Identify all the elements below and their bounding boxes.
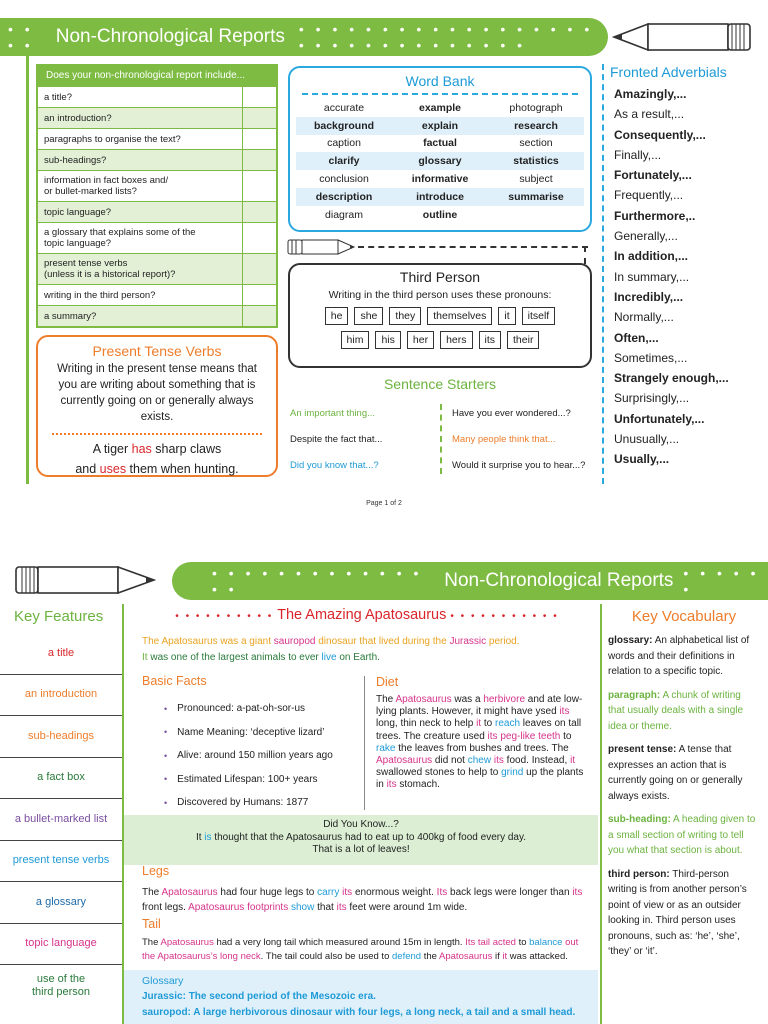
intro-text: Jurassic — [449, 636, 487, 647]
word-bank-word: conclusion — [319, 173, 369, 186]
checklist-box[interactable] — [242, 306, 276, 326]
example-text: them when hunting. — [126, 462, 239, 476]
adverbial: Unusually,... — [614, 432, 680, 447]
starters-divider — [440, 404, 442, 474]
fronted-title: Fronted Adverbials — [610, 64, 727, 80]
fact-item: • Pronounced: a-pat-oh-sor-us — [164, 697, 333, 721]
pronoun-box: it — [498, 307, 515, 325]
vocab-def: A heading given to a small section of writing to tell you what that section is about. — [608, 814, 756, 856]
key-vocab-title: Key Vocabulary — [631, 608, 737, 625]
page1-left-rule — [26, 56, 29, 484]
word-bank-word: diagram — [325, 208, 363, 221]
pronoun-box: her — [407, 331, 434, 349]
example-text: and — [75, 462, 100, 476]
third-person-title: Third Person — [399, 269, 481, 285]
page2-banner — [172, 562, 768, 600]
legs-text: The Apatosaurus had four huge legs to carry its enormous weight. Its back legs were longer than its front legs. Apatosaurus footprints show that its feet were around 1m wide. — [142, 887, 583, 913]
dyk-text: thought that the Apatosaurus had to eat up to 400kg of food every day. — [211, 831, 527, 843]
page1-title: Non-Chronological Reports — [55, 26, 285, 47]
present-tense-title: Present Tense Verbs — [92, 343, 222, 359]
banner-dots: • • • • • • — [683, 565, 760, 597]
present-tense-body: Writing in the present tense means that you are writing about something that is currently going on or generally always exists. — [57, 363, 257, 423]
vocab-term: sub-heading: — [608, 814, 671, 825]
intro-text: live — [321, 652, 337, 663]
checklist-item: writing in the third person? — [44, 289, 156, 301]
title-dots: • • • • • • • • • • — [175, 611, 274, 622]
diet-text: The Apatosaurus was a herbivore and ate low-lying plants. However, it might have ysed its long, thin neck to help it to reach leaves on tall trees. The creature used its peg-like teeth to rake the leaves from bushes and trees. The Apatosaurus did not chew its food. Instead, it swallowed stones to help to grind up the plants in its stomach. — [376, 694, 584, 791]
glossary-def: The second period of the Mesozoic era. — [185, 991, 376, 1002]
checklist-item: a summary? — [44, 310, 97, 322]
dyk-text: is — [204, 831, 212, 843]
adverbial: In addition,... — [614, 249, 688, 264]
small-pencil-icon — [286, 238, 356, 256]
word-bank-row — [296, 152, 584, 170]
adverbial: Furthermore,.. — [614, 208, 696, 223]
adverbial-list — [614, 84, 762, 470]
checklist-box[interactable] — [242, 254, 276, 284]
adverbial: In summary,... — [614, 269, 690, 284]
checklist-box[interactable] — [242, 223, 276, 253]
dyk-text: That is a lot of leaves! — [312, 844, 410, 855]
adverbial: Surprisingly,... — [614, 391, 690, 406]
adverbial: Finally,... — [614, 147, 662, 162]
example-text: sharp claws — [151, 442, 222, 456]
sentence-starters-title: Sentence Starters — [383, 376, 497, 392]
word-bank-row — [296, 188, 584, 206]
key-feature: a glossary — [0, 882, 122, 924]
checklist-box[interactable] — [242, 108, 276, 128]
word-bank-word: photograph — [509, 101, 563, 114]
starter: Have you ever wondered...? — [452, 407, 571, 419]
key-feature: a title — [0, 633, 122, 675]
page1-banner — [0, 18, 608, 56]
checklist-box[interactable] — [242, 171, 276, 201]
pronoun-box: he — [325, 307, 349, 325]
vocab-def: An alphabetical list of words and their definitions in relation to a specific topic. — [608, 635, 750, 677]
dyk-title: Did You Know...? — [323, 819, 399, 830]
adverbial: Frequently,... — [614, 188, 684, 203]
intro-text: sauropod — [273, 636, 316, 647]
title-dots: • • • • • • • • • • • — [450, 611, 559, 622]
checklist-item: sub-headings? — [44, 154, 107, 166]
glossary-term: sauropod: — [142, 1007, 191, 1018]
example-verb: has — [131, 442, 152, 456]
example-text: A tiger — [92, 442, 132, 456]
pronoun-box: him — [341, 331, 370, 349]
example-verb: uses — [99, 462, 127, 476]
adverbial: Unfortunately,... — [614, 411, 705, 426]
starter: Many people think that... — [452, 433, 556, 445]
diet-divider — [364, 676, 365, 810]
adverbial: Usually,... — [614, 452, 670, 467]
pencil-icon — [612, 20, 754, 54]
checklist-item: a title? — [44, 91, 72, 103]
intro-text: period. — [486, 636, 520, 647]
pronoun-box: themselves — [427, 307, 492, 325]
word-bank-word: example — [418, 101, 462, 114]
key-feature: a fact box — [0, 758, 122, 800]
word-bank-word: introduce — [416, 190, 464, 203]
page-number: Page 1 of 2 — [366, 500, 402, 507]
intro-text: was a giant — [217, 636, 274, 647]
adverbial: Generally,... — [614, 229, 678, 244]
vocab-term: third person: — [608, 868, 670, 880]
word-bank-word: glossary — [418, 155, 462, 168]
word-bank-word: factual — [423, 137, 457, 150]
starter: Would it surprise you to hear...? — [452, 459, 586, 471]
word-bank-row — [296, 99, 584, 117]
pronoun-row — [290, 331, 590, 349]
word-bank-row — [296, 170, 584, 188]
key-features-divider — [122, 604, 124, 1024]
banner-dots: • • • • • • • • • • • • • • • • • • • • • • • • • • • • • • • • — [298, 21, 594, 53]
word-bank-word: summarise — [508, 190, 564, 203]
word-bank-word: caption — [327, 137, 361, 150]
banner-dots: • • • • • • • • • • • • • • • — [212, 565, 423, 597]
checklist-box[interactable] — [242, 129, 276, 149]
diet-title: Diet — [376, 675, 399, 689]
adverbial: Consequently,... — [614, 127, 706, 142]
vocab-term: paragraph: — [608, 689, 661, 701]
vocab-entry — [608, 742, 760, 804]
checklist-item: an introduction? — [44, 112, 112, 124]
article-title-text: The Amazing Apatosaurus — [277, 607, 447, 623]
word-bank-word: statistics — [513, 155, 559, 168]
word-bank-row — [296, 206, 584, 224]
vocab-entry — [608, 633, 760, 680]
word-bank-word: description — [315, 190, 373, 203]
dashed-line — [584, 246, 586, 264]
checklist-box[interactable] — [242, 202, 276, 222]
word-bank-row — [296, 117, 584, 135]
glossary-term: Jurassic: — [142, 991, 186, 1002]
checklist-header: Does your non-chronological report include... — [38, 66, 276, 86]
word-bank — [288, 66, 592, 232]
dashed-line — [358, 246, 588, 248]
fronted-adverbials — [602, 64, 762, 470]
adverbial: Fortunately,... — [614, 168, 692, 183]
key-vocabulary — [608, 604, 760, 960]
checklist-box[interactable] — [242, 150, 276, 170]
dotted-divider — [52, 433, 262, 435]
present-tense-example — [38, 439, 276, 479]
glossary-title: Glossary — [142, 975, 184, 987]
tail-title: Tail — [142, 917, 161, 931]
word-bank-row — [296, 135, 584, 153]
intro-text: on Earth. — [336, 652, 380, 663]
pronoun-box: their — [507, 331, 539, 349]
checklist-item: paragraphs to organise the text? — [44, 133, 181, 145]
legs-title: Legs — [142, 864, 170, 878]
word-bank-word: clarify — [328, 155, 360, 168]
key-vocab-divider — [600, 604, 602, 1024]
checklist-item: information in fact boxes and/ or bullet-marked lists? — [44, 175, 169, 197]
word-bank-word: informative — [411, 173, 469, 186]
fact-item: • Estimated Lifespan: 100+ years — [164, 768, 333, 792]
report-checklist — [36, 64, 278, 328]
intro-text: was one of the largest animals to ever — [147, 652, 322, 663]
key-feature: present tense verbs — [0, 841, 122, 883]
adverbial: Incredibly,... — [614, 289, 684, 304]
vocab-def: Third-person writing is from another person’s point of view or as an outsider looking in. Third person uses pronouns, such as: ‘he’, ‘she’, ‘they’ or ‘it’. — [608, 868, 747, 957]
key-feature: a bullet-marked list — [0, 799, 122, 841]
intro-text: It — [142, 652, 148, 663]
adverbial: Sometimes,... — [614, 350, 688, 365]
word-bank-title: Word Bank — [405, 73, 475, 89]
sentence-starters — [288, 400, 598, 480]
starter: An important thing... — [290, 407, 376, 419]
key-feature: use of the third person — [31, 972, 91, 998]
starter: Did you know that...? — [290, 459, 379, 471]
vocab-def: A tense that expresses an action that is currently going on or generally always exists. — [608, 744, 743, 802]
word-bank-word: explain — [421, 119, 459, 132]
page2-title: Non-Chronological Reports — [444, 570, 674, 591]
pronoun-box: its — [479, 331, 502, 349]
pronoun-box: they — [389, 307, 421, 325]
key-features-title: Key Features — [14, 608, 104, 625]
word-bank-word: outline — [422, 208, 458, 221]
pronoun-box: his — [375, 331, 400, 349]
pronoun-box: hers — [440, 331, 472, 349]
adverbial: Strangely enough,... — [614, 371, 729, 386]
fact-item: • Discovered by Humans: 1877 — [164, 791, 333, 815]
key-feature: an introduction — [0, 675, 122, 717]
banner-dots: • • • • — [8, 21, 34, 53]
adverbial: As a result,... — [614, 107, 685, 122]
adverbial: Often,... — [614, 330, 659, 345]
basic-facts-list — [164, 697, 333, 815]
dyk-text: It — [195, 831, 205, 843]
glossary-def: A large herbivorous dinosaur with four legs, a long neck, a tail and a small head. — [190, 1007, 576, 1018]
tail-text: The Apatosaurus had a very long tail which measured around 15m in length. Its tail acted to balance out the Apatosaurus’s long neck. The tail could also be used to defend the Apatosaurus if it was attacked. — [142, 937, 579, 962]
key-features — [0, 604, 122, 1007]
word-bank-word: subject — [519, 173, 553, 186]
pronoun-row — [290, 307, 590, 325]
pencil-icon — [14, 563, 156, 597]
vocab-term: glossary: — [608, 635, 653, 646]
starter: Despite the fact that... — [290, 433, 383, 445]
checklist-item: topic language? — [44, 206, 112, 218]
adverbial: Normally,... — [614, 310, 674, 325]
intro-text: dinosaur that lived during the — [315, 636, 450, 647]
fact-item: • Name Meaning: ‘deceptive lizard’ — [164, 721, 333, 745]
vocab-entry — [608, 812, 760, 859]
key-feature: sub-headings — [0, 716, 122, 758]
third-person-box — [288, 263, 592, 368]
checklist-box[interactable] — [242, 87, 276, 107]
word-bank-word: background — [313, 119, 375, 132]
checklist-box[interactable] — [242, 285, 276, 305]
checklist-item: a glossary that explains some of the topic language? — [44, 227, 196, 249]
article-intro — [142, 634, 594, 666]
word-bank-word: section — [519, 137, 553, 150]
vocab-def: A chunk of writing that usually deals with a single idea or theme. — [608, 689, 744, 732]
fact-item: • Alive: around 150 million years ago — [164, 744, 333, 768]
wave-divider — [302, 93, 578, 95]
pronoun-box: itself — [522, 307, 556, 325]
key-feature: topic language — [0, 924, 122, 966]
adverbial: Amazingly,... — [614, 87, 687, 101]
glossary-box — [124, 970, 598, 1024]
vocab-entry — [608, 688, 760, 735]
word-bank-grid — [296, 99, 584, 224]
checklist-item: present tense verbs (unless it is a historical report)? — [44, 258, 176, 280]
fronted-divider — [602, 64, 604, 484]
word-bank-word: accurate — [323, 101, 365, 114]
pronoun-box: she — [354, 307, 383, 325]
vocab-entry — [608, 867, 760, 960]
article-title — [136, 607, 598, 623]
word-bank-word: research — [514, 119, 558, 132]
intro-text: The Apatosaurus — [142, 636, 218, 647]
present-tense-box — [36, 335, 278, 477]
did-you-know-box — [124, 815, 598, 865]
vocab-term: present tense: — [608, 744, 677, 755]
third-person-subtitle: Writing in the third person uses these pronouns: — [328, 289, 552, 301]
basic-facts-title: Basic Facts — [142, 674, 207, 688]
